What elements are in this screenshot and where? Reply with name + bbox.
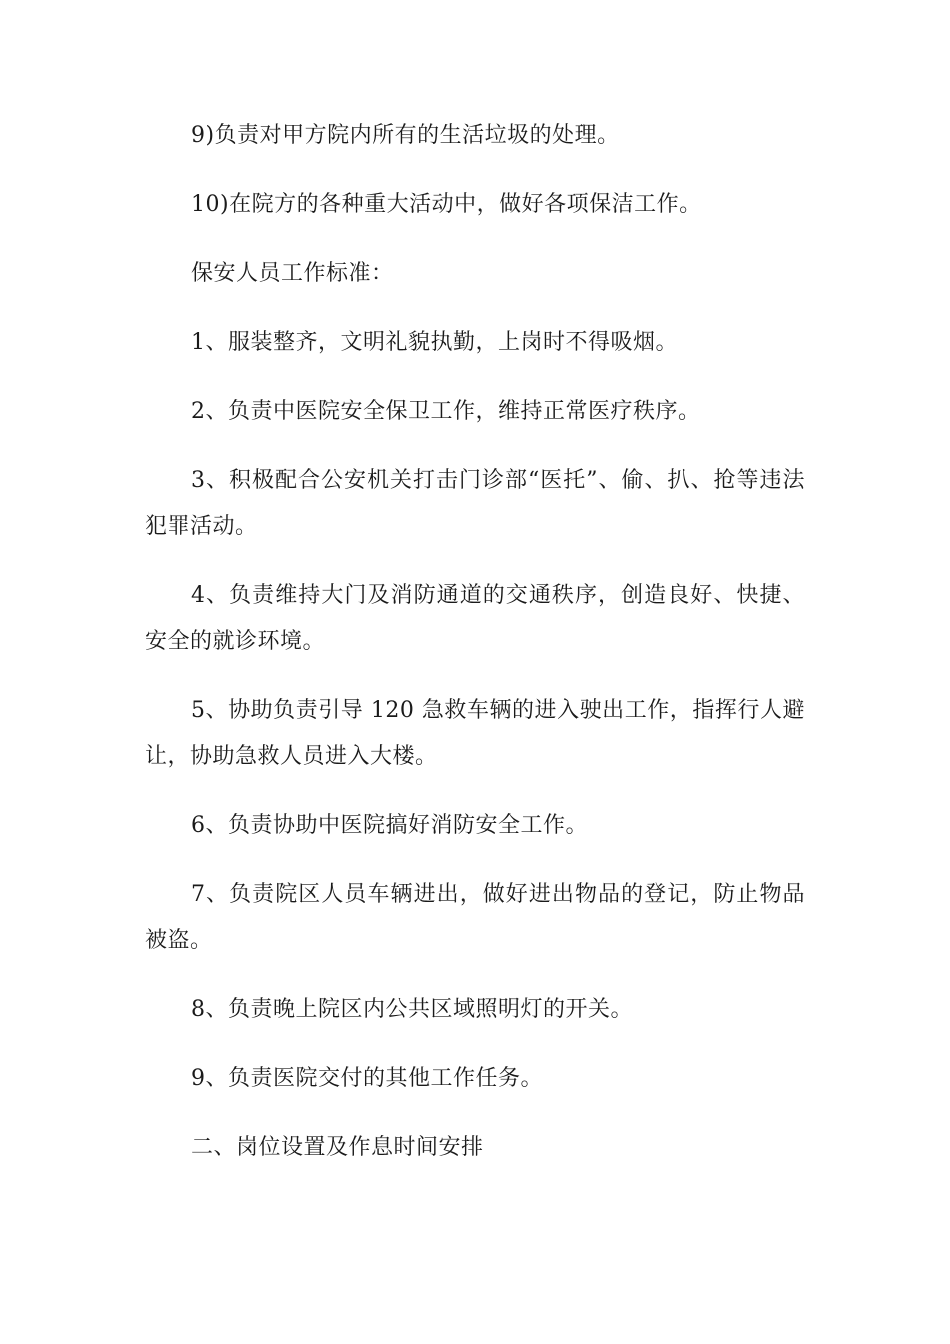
paragraph-item-10-cleaning: 10)在院方的各种重大活动中，做好各项保洁工作。: [191, 192, 702, 217]
document-body: [145, 113, 805, 1194]
paragraph-security-2: 2、负责中医院安全保卫工作，维持正常医疗秩序。: [191, 399, 701, 424]
section-heading-security-standards: 保安人员工作标准：: [191, 261, 394, 286]
paragraph-security-5: 5、协助负责引导 120 急救车辆的进入驶出工作，指挥行人避让，协助急救人员进入大楼。: [145, 698, 805, 769]
paragraph-security-1: 1、服装整齐，文明礼貌执勤，上岗时不得吸烟。: [191, 330, 678, 355]
paragraph-security-9: 9、负责医院交付的其他工作任务。: [191, 1066, 543, 1091]
paragraph-item-9-garbage: 9)负责对甲方院内所有的生活垃圾的处理。: [191, 123, 620, 148]
paragraph-security-6: 6、负责协助中医院搞好消防安全工作。: [191, 813, 588, 838]
paragraph-security-4: 4、负责维持大门及消防通道的交通秩序，创造良好、快捷、安全的就诊环境。: [145, 583, 805, 654]
paragraph-security-3: 3、积极配合公安机关打击门诊部“医托”、偷、扒、抢等违法犯罪活动。: [145, 468, 805, 539]
paragraph-security-7: 7、负责院区人员车辆进出，做好进出物品的登记，防止物品被盗。: [145, 882, 805, 953]
paragraph-security-8: 8、负责晚上院区内公共区域照明灯的开关。: [191, 997, 633, 1022]
section-heading-post-schedule: 二、岗位设置及作息时间安排: [191, 1135, 484, 1160]
